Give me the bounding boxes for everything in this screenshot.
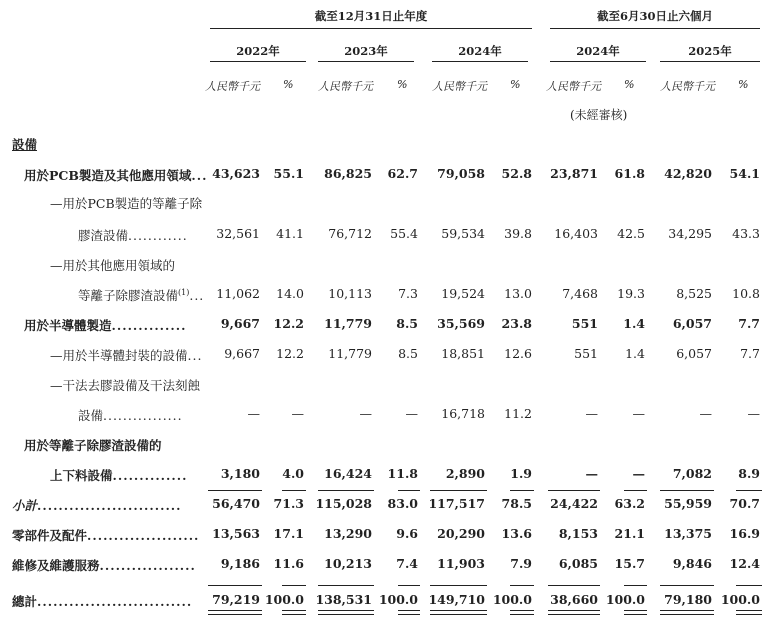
- cell-total-2: 138,531: [315, 592, 372, 607]
- cell-pcb-0: 43,623: [212, 166, 260, 181]
- cell-total-0: 79,219: [212, 592, 260, 607]
- cell-pcb-sub1-l2-1: 41.1: [276, 226, 304, 241]
- unit-pct: %: [510, 78, 521, 91]
- row-label-subtotal: 小計...........................: [12, 498, 182, 513]
- unit-rmb: 人民幣千元: [660, 80, 715, 93]
- cell-repair-4: 11,903: [437, 556, 485, 571]
- cell-pcb-1: 55.1: [273, 166, 304, 181]
- row-label-load: 用於等離子除膠渣設備的: [24, 438, 162, 453]
- cell-parts-0: 13,563: [212, 526, 260, 541]
- subtotal-rule: [398, 490, 420, 491]
- cell-subtotal-1: 71.3: [273, 496, 304, 511]
- cell-semi-3: 8.5: [396, 316, 418, 331]
- cell-semi-sub1-2: 11,779: [328, 346, 372, 361]
- cell-semi-sub1-8: 6,057: [676, 346, 712, 361]
- cell-repair-7: 15.7: [614, 556, 645, 571]
- header-six-months-rule: [550, 28, 760, 29]
- cell-subtotal-0: 56,470: [212, 496, 260, 511]
- cell-total-8: 79,180: [664, 592, 712, 607]
- total-top-rule: [660, 585, 714, 586]
- cell-semi-sub1-6: 551: [574, 346, 598, 361]
- cell-repair-8: 9,846: [672, 556, 712, 571]
- cell-repair-6: 6,085: [558, 556, 598, 571]
- cell-semi-sub2-l2-7: —: [632, 406, 645, 421]
- period-2024-h1: 2024年: [576, 44, 620, 58]
- row-label-parts: 零部件及配件.....................: [12, 528, 200, 543]
- cell-parts-1: 17.1: [273, 526, 304, 541]
- cell-parts-8: 13,375: [664, 526, 712, 541]
- cell-parts-9: 16.9: [729, 526, 760, 541]
- cell-semi-sub1-1: 12.2: [276, 346, 304, 361]
- cell-pcb-sub2-l2-0: 11,062: [216, 286, 260, 301]
- cell-semi-sub1-5: 12.6: [504, 346, 532, 361]
- total-top-rule: [318, 585, 374, 586]
- cell-pcb-4: 79,058: [437, 166, 485, 181]
- cell-total-1: 100.0: [264, 592, 304, 607]
- cell-total-9: 100.0: [720, 592, 760, 607]
- cell-semi-sub1-9: 7.7: [740, 346, 760, 361]
- header-six-months: 截至6月30日止六個月: [596, 9, 713, 23]
- cell-pcb-8: 42,820: [664, 166, 712, 181]
- header-fiscal-years-rule: [210, 28, 532, 29]
- cell-semi-sub2-l2-2: —: [359, 406, 372, 421]
- cell-pcb-5: 52.8: [501, 166, 532, 181]
- cell-semi-sub1-3: 8.5: [398, 346, 418, 361]
- period-2024-rule: [432, 61, 528, 62]
- row-label-repair: 維修及維護服務..................: [12, 558, 196, 573]
- subtotal-rule: [624, 490, 647, 491]
- subtotal-rule: [318, 490, 374, 491]
- subtotal-rule: [282, 490, 306, 491]
- section-equipment: 設備: [12, 137, 38, 152]
- cell-pcb-7: 61.8: [614, 166, 645, 181]
- cell-subtotal-5: 78.5: [501, 496, 532, 511]
- cell-pcb-sub1-l2-5: 39.8: [504, 226, 532, 241]
- cell-pcb-sub2-l2-9: 10.8: [732, 286, 760, 301]
- cell-semi-sub2-l2-3: —: [405, 406, 418, 421]
- subtotal-rule: [548, 490, 600, 491]
- row-label-semi-sub2: —干法去膠設備及干法刻蝕: [50, 378, 201, 393]
- total-top-rule: [736, 585, 762, 586]
- cell-semi-8: 6,057: [672, 316, 712, 331]
- subtotal-rule: [510, 490, 534, 491]
- period-2025-h1-rule: [660, 61, 760, 62]
- cell-load-l2-5: 1.9: [510, 466, 532, 481]
- cell-load-l2-1: 4.0: [282, 466, 304, 481]
- row-label-pcb-sub2: —用於其他應用領域的: [50, 258, 176, 273]
- period-2025-h1: 2025年: [688, 44, 732, 58]
- cell-semi-6: 551: [571, 316, 598, 331]
- header-fiscal-years: 截至12月31日止年度: [314, 9, 428, 23]
- cell-pcb-sub2-l2-2: 10,113: [328, 286, 372, 301]
- cell-pcb-3: 62.7: [387, 166, 418, 181]
- total-top-rule: [430, 585, 487, 586]
- cell-semi-sub1-4: 18,851: [441, 346, 485, 361]
- row-label-pcb-sub1-cont: 膠渣設備............: [78, 228, 188, 243]
- subtotal-rule: [660, 490, 714, 491]
- total-top-rule: [398, 585, 420, 586]
- unit-rmb: 人民幣千元: [318, 80, 373, 93]
- unit-pct: %: [283, 78, 294, 91]
- unit-pct: %: [738, 78, 749, 91]
- cell-subtotal-2: 115,028: [315, 496, 372, 511]
- cell-semi-sub1-0: 9,667: [224, 346, 260, 361]
- total-double-rule: [660, 610, 714, 615]
- cell-load-l2-4: 2,890: [445, 466, 485, 481]
- cell-total-4: 149,710: [428, 592, 485, 607]
- cell-semi-5: 23.8: [501, 316, 532, 331]
- period-2023: 2023年: [344, 44, 388, 58]
- row-label-semi-sub2-cont: 設備................: [78, 408, 183, 423]
- cell-pcb-6: 23,871: [550, 166, 598, 181]
- row-label-pcb-sub2-cont: 等離子除膠渣設備$^{(1)}$...: [78, 287, 205, 303]
- cell-pcb-sub2-l2-8: 8,525: [676, 286, 712, 301]
- cell-pcb-sub1-l2-4: 59,534: [441, 226, 485, 241]
- cell-semi-sub2-l2-0: —: [247, 406, 260, 421]
- row-label-semi-sub1: —用於半導體封裝的設備...: [50, 348, 203, 363]
- cell-pcb-sub2-l2-6: 7,468: [562, 286, 598, 301]
- period-2024: 2024年: [458, 44, 502, 58]
- cell-total-5: 100.0: [492, 592, 532, 607]
- cell-parts-3: 9.6: [396, 526, 418, 541]
- cell-pcb-sub1-l2-6: 16,403: [554, 226, 598, 241]
- cell-repair-3: 7.4: [396, 556, 418, 571]
- cell-load-l2-7: —: [632, 466, 645, 481]
- cell-pcb-sub2-l2-7: 19.3: [617, 286, 645, 301]
- cell-semi-sub2-l2-4: 16,718: [441, 406, 485, 421]
- cell-subtotal-6: 24,422: [550, 496, 598, 511]
- period-2023-rule: [318, 61, 414, 62]
- cell-subtotal-8: 55,959: [664, 496, 712, 511]
- cell-repair-0: 9,186: [220, 556, 260, 571]
- cell-load-l2-8: 7,082: [672, 466, 712, 481]
- cell-pcb-sub1-l2-0: 32,561: [216, 226, 260, 241]
- total-double-rule: [548, 610, 600, 615]
- cell-repair-5: 7.9: [510, 556, 532, 571]
- cell-semi-sub2-l2-6: —: [585, 406, 598, 421]
- row-label-pcb-sub1: —用於PCB製造的等離子除: [50, 196, 203, 211]
- total-double-rule: [430, 610, 487, 615]
- cell-parts-6: 8,153: [558, 526, 598, 541]
- unit-pct: %: [624, 78, 635, 91]
- cell-parts-4: 20,290: [437, 526, 485, 541]
- cell-parts-5: 13.6: [501, 526, 532, 541]
- total-top-rule: [510, 585, 534, 586]
- cell-pcb-sub2-l2-4: 19,524: [441, 286, 485, 301]
- cell-semi-sub2-l2-9: —: [747, 406, 760, 421]
- unit-rmb: 人民幣千元: [432, 80, 487, 93]
- total-double-rule: [208, 610, 262, 615]
- subtotal-rule: [736, 490, 762, 491]
- cell-pcb-sub2-l2-5: 13.0: [504, 286, 532, 301]
- cell-semi-sub2-l2-5: 11.2: [504, 406, 532, 421]
- cell-total-7: 100.0: [605, 592, 645, 607]
- total-top-rule: [624, 585, 647, 586]
- cell-semi-2: 11,779: [324, 316, 372, 331]
- cell-pcb-sub2-l2-1: 14.0: [276, 286, 304, 301]
- cell-load-l2-2: 16,424: [324, 466, 372, 481]
- total-double-rule: [398, 610, 420, 615]
- cell-pcb-sub1-l2-9: 43.3: [732, 226, 760, 241]
- cell-subtotal-9: 70.7: [729, 496, 760, 511]
- total-top-rule: [548, 585, 600, 586]
- row-label-total: 總計.............................: [12, 594, 193, 609]
- cell-total-6: 38,660: [550, 592, 598, 607]
- subtotal-rule: [208, 490, 262, 491]
- cell-load-l2-0: 3,180: [220, 466, 260, 481]
- footnote-marker: (1): [178, 287, 190, 297]
- cell-semi-0: 9,667: [220, 316, 260, 331]
- unaudited-note: (未經審核): [570, 108, 628, 122]
- total-double-rule: [624, 610, 647, 615]
- cell-semi-7: 1.4: [623, 316, 645, 331]
- unit-rmb: 人民幣千元: [546, 80, 601, 93]
- cell-pcb-2: 86,825: [324, 166, 372, 181]
- cell-repair-9: 12.4: [729, 556, 760, 571]
- cell-pcb-sub1-l2-8: 34,295: [668, 226, 712, 241]
- cell-semi-4: 35,569: [437, 316, 485, 331]
- cell-load-l2-3: 11.8: [387, 466, 418, 481]
- total-double-rule: [510, 610, 534, 615]
- period-2024-h1-rule: [550, 61, 646, 62]
- cell-repair-2: 10,213: [324, 556, 372, 571]
- unit-rmb: 人民幣千元: [205, 80, 260, 93]
- subtotal-rule: [430, 490, 487, 491]
- cell-load-l2-6: —: [585, 466, 598, 481]
- total-double-rule: [736, 610, 762, 615]
- total-top-rule: [208, 585, 262, 586]
- cell-pcb-9: 54.1: [729, 166, 760, 181]
- cell-subtotal-3: 83.0: [387, 496, 418, 511]
- period-2022-rule: [210, 61, 306, 62]
- cell-pcb-sub2-l2-3: 7.3: [398, 286, 418, 301]
- cell-semi-sub2-l2-1: —: [291, 406, 304, 421]
- row-label-pcb: 用於PCB製造及其他應用領域...: [24, 168, 208, 183]
- cell-load-l2-9: 8.9: [738, 466, 760, 481]
- cell-pcb-sub1-l2-7: 42.5: [617, 226, 645, 241]
- cell-semi-sub2-l2-8: —: [699, 406, 712, 421]
- cell-parts-7: 21.1: [614, 526, 645, 541]
- period-2022: 2022年: [236, 44, 280, 58]
- row-label-load-cont: 上下料設備..............: [50, 468, 188, 483]
- cell-pcb-sub1-l2-2: 76,712: [328, 226, 372, 241]
- total-top-rule: [282, 585, 306, 586]
- cell-pcb-sub1-l2-3: 55.4: [390, 226, 418, 241]
- unit-pct: %: [397, 78, 408, 91]
- cell-repair-1: 11.6: [273, 556, 304, 571]
- row-label-semi: 用於半導體製造..............: [24, 318, 187, 333]
- cell-parts-2: 13,290: [324, 526, 372, 541]
- total-double-rule: [282, 610, 306, 615]
- cell-subtotal-7: 63.2: [614, 496, 645, 511]
- cell-subtotal-4: 117,517: [428, 496, 485, 511]
- cell-semi-sub1-7: 1.4: [625, 346, 645, 361]
- cell-total-3: 100.0: [378, 592, 418, 607]
- total-double-rule: [318, 610, 374, 615]
- cell-semi-9: 7.7: [738, 316, 760, 331]
- cell-semi-1: 12.2: [273, 316, 304, 331]
